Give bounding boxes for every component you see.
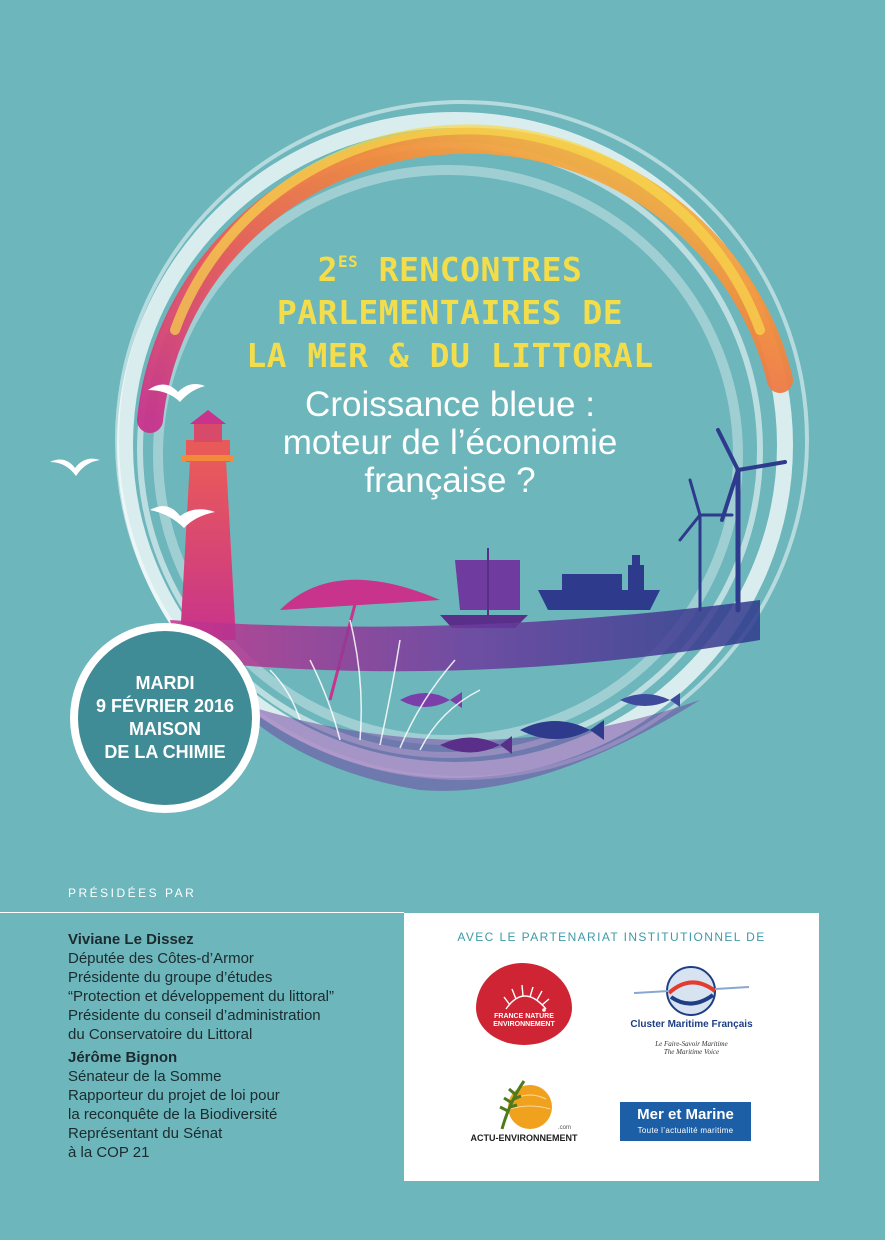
partners-heading: AVEC LE PARTENARIAT INSTITUTIONNEL DE (457, 930, 766, 944)
president-role: Présidente du groupe d’études (68, 969, 273, 986)
actu-name: ACTU-ENVIRONNEMENT (470, 1133, 578, 1143)
president-role: la reconquête de la Biodiversité (68, 1106, 278, 1123)
mer-et-marine-logo (620, 1102, 751, 1141)
sailboat-icon (440, 548, 528, 628)
president-name: Viviane Le Dissez (68, 931, 194, 948)
badge-venue-line1: MAISON (129, 719, 201, 739)
president-role: Rapporteur du projet de loi pour (68, 1087, 280, 1104)
actu-environnement-logo (464, 1073, 584, 1148)
date-venue-badge (70, 623, 260, 813)
cmf-name: Cluster Maritime Français (630, 1019, 753, 1030)
president-role: “Protection et développement du littoral” (68, 988, 334, 1005)
fne-line2: ENVIRONNEMENT (493, 1021, 555, 1028)
title-line3: LA MER & DU LITTORAL (246, 336, 654, 375)
cmf-tagline-fr: Le Faire-Savoir Maritime (655, 1040, 728, 1048)
france-nature-environnement-logo (476, 963, 572, 1045)
subtitle-line2: moteur de l’économie (282, 423, 618, 462)
president-role: Sénateur de la Somme (68, 1068, 222, 1085)
president-role: Présidente du conseil d’administration (68, 1007, 321, 1024)
title-line1: RENCONTRES (358, 250, 583, 289)
title-ordinal-suffix: ES (338, 252, 359, 271)
mm-title: Mer et Marine (637, 1106, 734, 1123)
partners-panel (404, 913, 819, 1181)
badge-date: 9 FÉVRIER 2016 (95, 696, 235, 716)
cargo-ship-icon (538, 555, 660, 610)
presided-heading: PRÉSIDÉES PAR (68, 886, 197, 900)
title-ordinal: 2 (317, 250, 339, 289)
president-role: à la COP 21 (68, 1144, 150, 1161)
cluster-maritime-francais-logo (629, 963, 754, 1056)
subtitle-line3: française ? (364, 461, 536, 500)
presidents-list (68, 930, 398, 1166)
badge-day: MARDI (135, 673, 195, 693)
event-subtitle (220, 386, 680, 500)
subtitle-line1: Croissance bleue : (305, 385, 595, 424)
president-entry (68, 1048, 398, 1162)
cluster-globe-icon (629, 963, 754, 1019)
president-role: Représentant du Sénat (68, 1125, 223, 1142)
president-role: Députée des Côtes-d’Armor (68, 950, 254, 967)
fne-text (476, 1013, 572, 1029)
event-title (200, 240, 700, 377)
fne-line1: FRANCE NATURE (494, 1013, 554, 1020)
hedgehog-icon (476, 969, 572, 1019)
actu-suffix: .com (558, 1125, 572, 1131)
globe-leaf-icon (464, 1073, 584, 1133)
cmf-tagline-en: The Maritime Voice (663, 1048, 720, 1056)
mm-subtitle: Toute l’actualité maritime (637, 1126, 734, 1135)
badge-venue-line2: DE LA CHIMIE (104, 742, 226, 762)
title-line2: PARLEMENTAIRES DE (276, 293, 624, 332)
president-name: Jérôme Bignon (68, 1049, 178, 1066)
president-role: du Conservatoire du Littoral (68, 1026, 253, 1043)
divider (0, 912, 404, 913)
president-entry (68, 930, 398, 1044)
